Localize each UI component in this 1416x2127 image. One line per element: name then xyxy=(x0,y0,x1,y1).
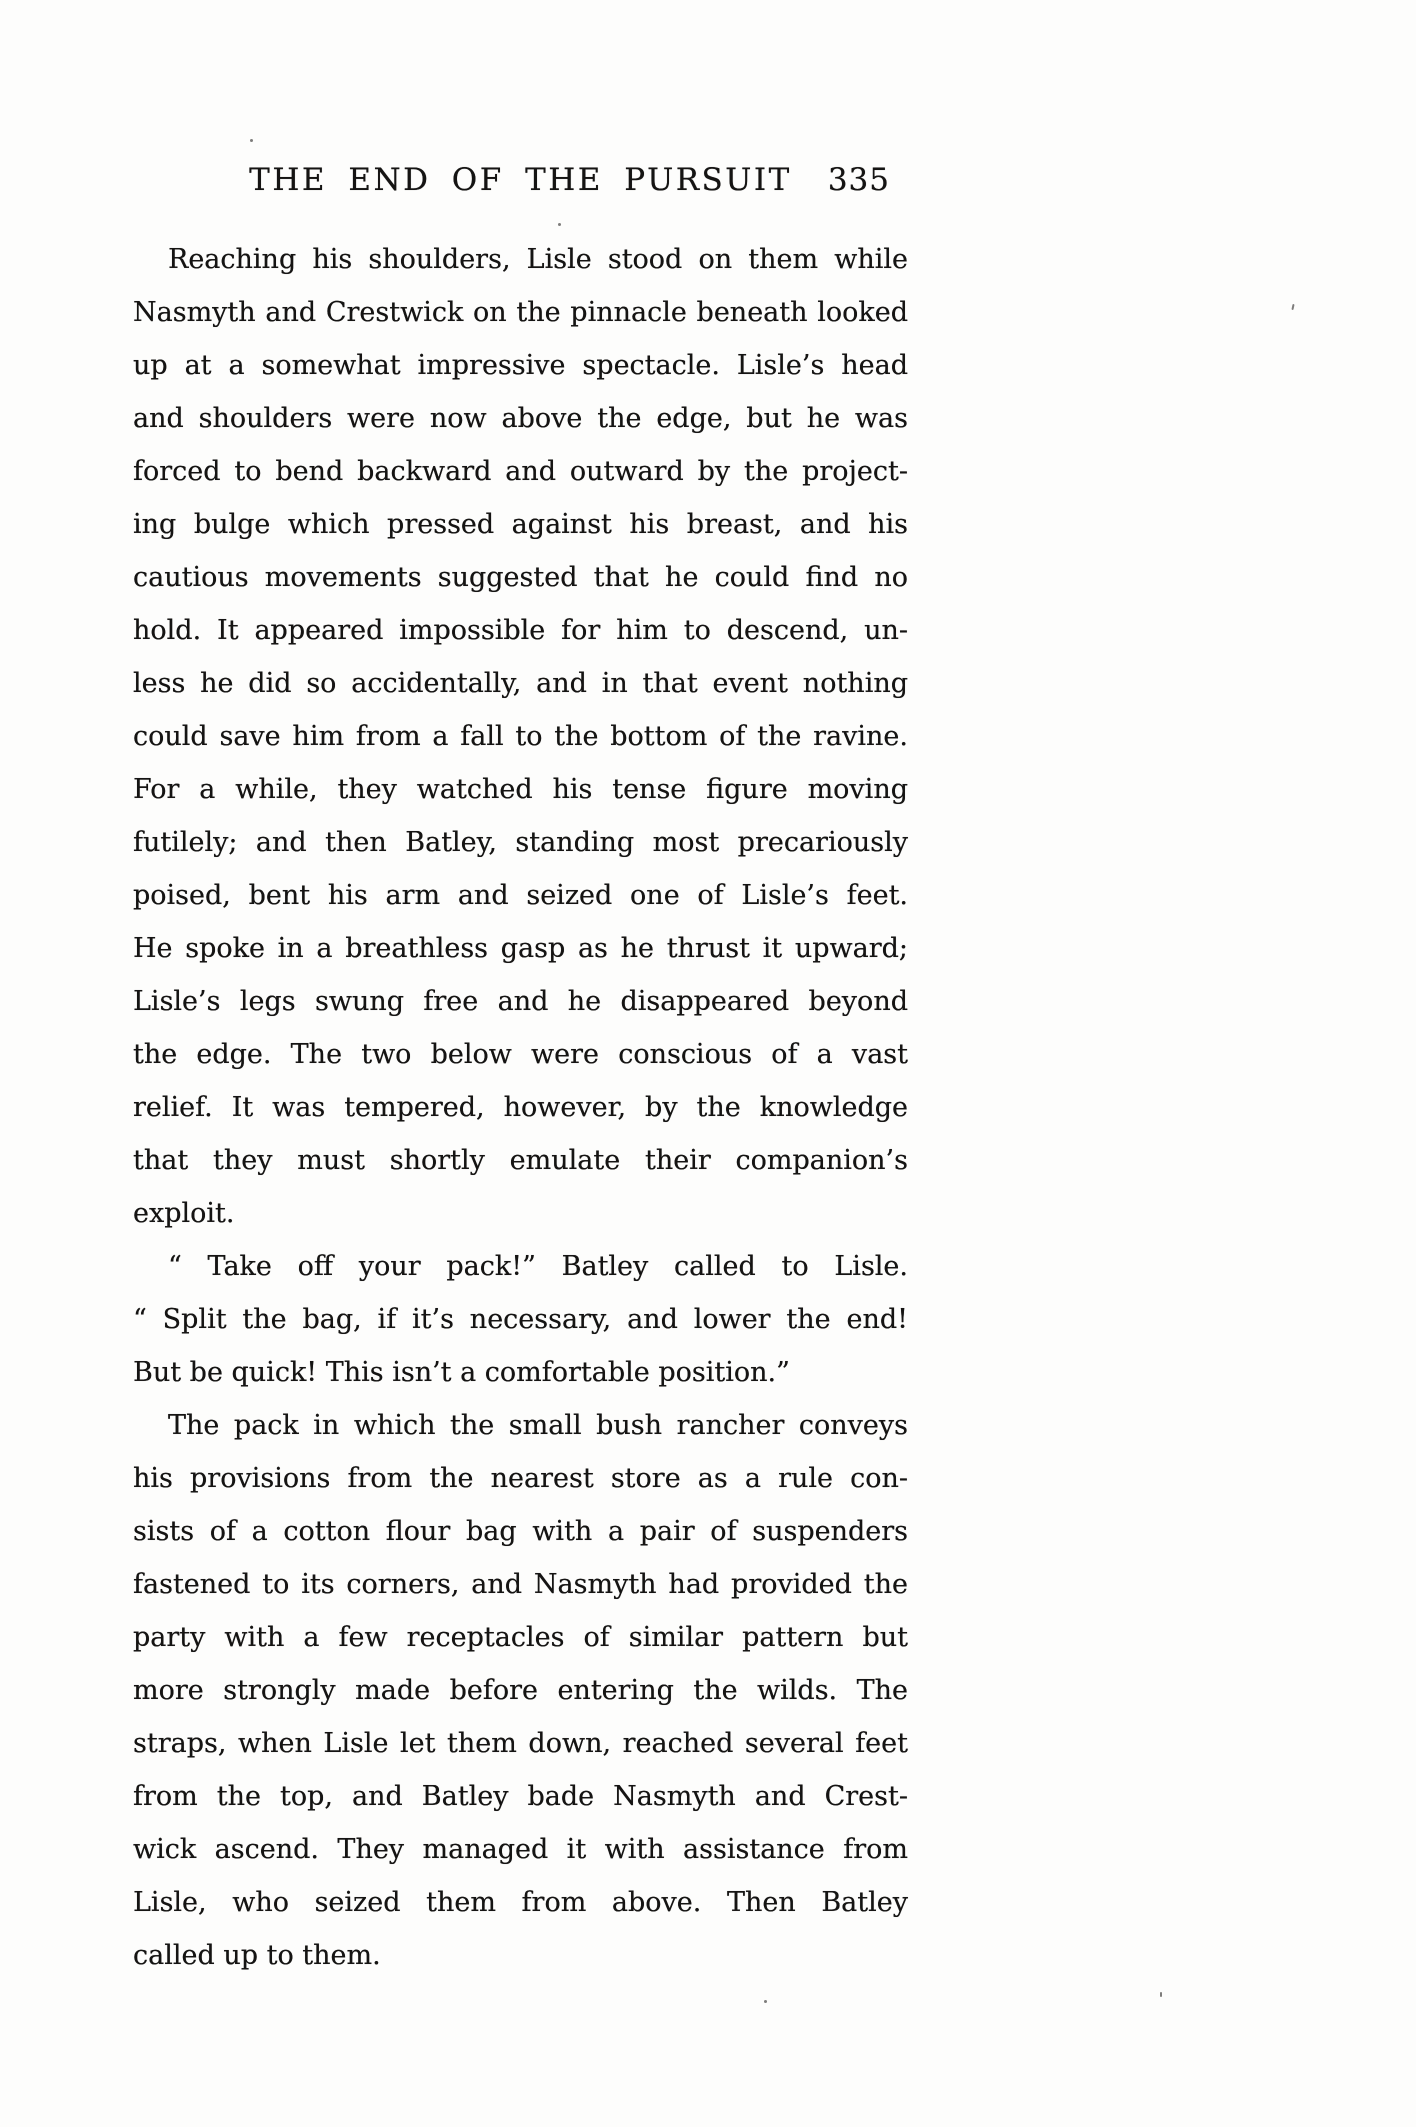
text-line: his provisions from the nearest store as a rule con- xyxy=(133,1463,908,1494)
text-line: Nasmyth and Crestwick on the pinnacle beneath looked xyxy=(133,297,908,328)
text-line: “ Split the bag, if it’s necessary, and lower the end! xyxy=(133,1304,908,1335)
text-line: relief. It was tempered, however, by the knowledge xyxy=(133,1092,908,1123)
page-number: 335 xyxy=(827,162,890,198)
paragraph xyxy=(133,1399,908,1982)
text-line: ing bulge which pressed against his breast, and his xyxy=(133,509,908,540)
scan-speck xyxy=(1291,304,1294,310)
text-line: Lisle’s legs swung free and he disappeared beyond xyxy=(133,986,908,1017)
text-line: But be quick! This isn’t a comfortable position.” xyxy=(133,1357,790,1388)
scan-speck xyxy=(558,223,561,226)
text-line: and shoulders were now above the edge, but he was xyxy=(133,403,908,434)
scan-speck xyxy=(250,139,253,142)
text-line: Lisle, who seized them from above. Then Batley xyxy=(133,1887,908,1918)
text-line: poised, bent his arm and seized one of Lisle’s feet. xyxy=(133,880,908,911)
text-line: could save him from a fall to the bottom of the ravine. xyxy=(133,721,908,752)
text-line: forced to bend backward and outward by the project- xyxy=(133,456,908,487)
scan-speck xyxy=(1160,1992,1162,1997)
scan-speck xyxy=(764,2000,767,2003)
text-line: cautious movements suggested that he could find no xyxy=(133,562,908,593)
text-line: called up to them. xyxy=(133,1940,381,1971)
text-line: more strongly made before entering the wilds. The xyxy=(133,1675,908,1706)
text-line: exploit. xyxy=(133,1198,235,1229)
text-line: that they must shortly emulate their companion’s xyxy=(133,1145,908,1176)
text-line: sists of a cotton flour bag with a pair of suspenders xyxy=(133,1516,908,1547)
text-line: party with a few receptacles of similar pattern but xyxy=(133,1622,908,1653)
text-line: hold. It appeared impossible for him to descend, un- xyxy=(133,615,908,646)
paragraph xyxy=(133,233,908,1240)
text-line: from the top, and Batley bade Nasmyth and Crest- xyxy=(133,1781,908,1812)
text-line: He spoke in a breathless gasp as he thrust it upward; xyxy=(133,933,908,964)
text-line: Reaching his shoulders, Lisle stood on them while xyxy=(168,244,908,275)
chapter-title: THE END OF THE PURSUIT xyxy=(249,162,792,198)
text-body xyxy=(133,233,908,1982)
text-line: up at a somewhat impressive spectacle. Lisle’s head xyxy=(133,350,908,381)
text-line: straps, when Lisle let them down, reached several feet xyxy=(133,1728,908,1759)
text-line: less he did so accidentally, and in that event nothing xyxy=(133,668,908,699)
running-head xyxy=(133,162,908,206)
text-line: fastened to its corners, and Nasmyth had provided the xyxy=(133,1569,908,1600)
text-line: wick ascend. They managed it with assistance from xyxy=(133,1834,908,1865)
text-line: the edge. The two below were conscious of a vast xyxy=(133,1039,908,1070)
text-line: futilely; and then Batley, standing most precariously xyxy=(133,827,908,858)
paragraph xyxy=(133,1240,908,1399)
text-line: For a while, they watched his tense figure moving xyxy=(133,774,908,805)
text-line: “ Take off your pack!” Batley called to Lisle. xyxy=(168,1251,908,1282)
text-line: The pack in which the small bush rancher conveys xyxy=(168,1410,908,1441)
